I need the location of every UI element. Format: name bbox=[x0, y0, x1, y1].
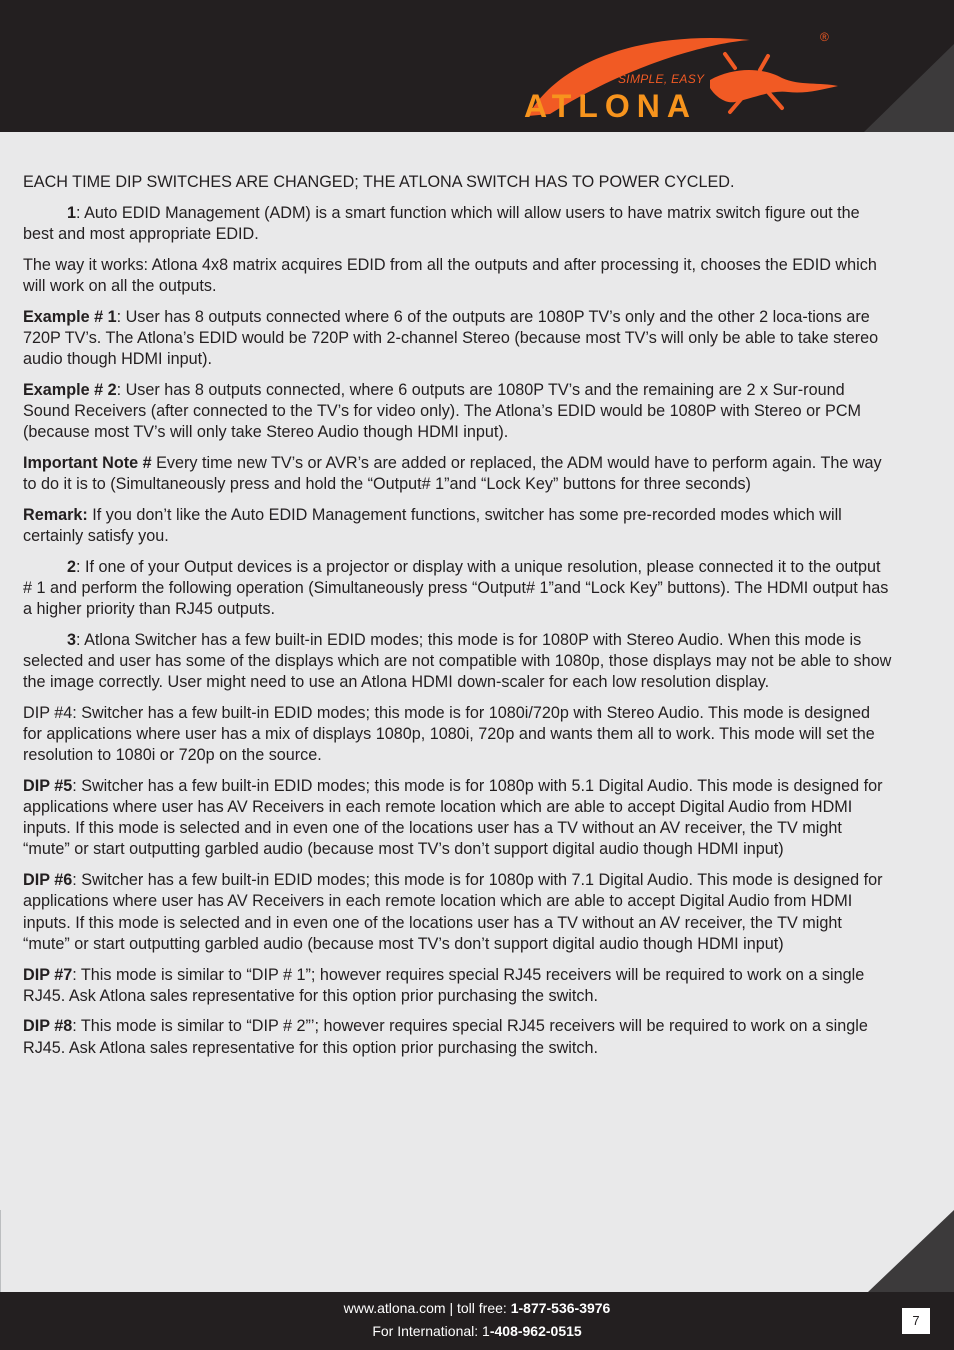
left-margin-line bbox=[0, 1210, 1, 1292]
paragraph-lead: DIP #5 bbox=[23, 776, 73, 795]
footer-band bbox=[0, 1292, 954, 1350]
paragraph-text: : Atlona Switcher has a few built-in EDID modes; this mode is for 1080P with Stereo Audio. When this mode is selected and user has some of the displays which are not compatible with 1080p, those displays may not be able to show the image correctly. User might need to use an Atlona HDMI down-scaler for each low resolution display. bbox=[23, 630, 892, 692]
paragraph-text: : User has 8 outputs connected, where 6 outputs are 1080P TV’s and the remaining are 2 x Sur-round Sound Receivers (after connected to the TV’s for video only). The Atlona’s EDID would be 1080P with Stereo or PCM (because most TV’s will only take Stereo Audio though HDMI input). bbox=[23, 380, 862, 442]
paragraph bbox=[23, 703, 893, 767]
paragraph bbox=[23, 1016, 893, 1058]
paragraph-lead: DIP #8 bbox=[23, 1017, 73, 1036]
paragraph-text: DIP #4: Switcher has a few built-in EDID modes; this mode is for 1080i/720p with Stereo Audio. This mode is designed for applications where user has a mix of displays 1080p, 1080i, 720p and wants them all to work. This mode will set the resolution to 1080i or 720p on the source. bbox=[23, 703, 875, 765]
logo-wordmark: ATLONA bbox=[524, 88, 697, 124]
paragraph bbox=[23, 172, 893, 193]
footer-corner-shape bbox=[794, 1210, 954, 1292]
header-corner-shape bbox=[864, 0, 954, 132]
paragraph bbox=[23, 630, 893, 694]
paragraph-text: If you don’t like the Auto EDID Management functions, switcher has some pre-recorded modes which will certainly satisfy you. bbox=[23, 505, 842, 545]
paragraph-lead: 2 bbox=[67, 557, 77, 576]
footer-website: www.atlona.com | toll free: bbox=[343, 1300, 511, 1316]
document-body bbox=[23, 172, 893, 1068]
paragraph bbox=[23, 965, 893, 1007]
paragraph bbox=[23, 203, 893, 245]
footer-contact-line bbox=[0, 1297, 954, 1319]
paragraph-lead: Important Note # bbox=[23, 453, 152, 472]
paragraph bbox=[23, 505, 893, 547]
footer-intl-number: -408-962-0515 bbox=[489, 1323, 582, 1339]
paragraph-text: : If one of your Output devices is a projector or display with a unique resolution, please connected it to the output # 1 and perform the following operation (Simultaneously press “Output# 1”and “Lock Key” buttons). The HDMI output has a higher priority than RJ45 outputs. bbox=[23, 557, 889, 618]
paragraph-lead: 1 bbox=[67, 203, 77, 222]
footer-international-line bbox=[0, 1320, 954, 1342]
paragraph-text: : Switcher has a few built-in EDID modes; this mode is for 1080p with 5.1 Digital Audio. This mode is designed for applications where user has AV Receivers in each remote location which are able to accept Digital Audio from HDMI inputs. If this mode is selected and in even one of the locations user has a TV without an AV receiver, the TV might “mute” or start outputting garbled audio (because most TV’s don’t support digital audio though HDMI input) bbox=[23, 776, 883, 859]
paragraph bbox=[23, 453, 893, 495]
footer-intl-prefix: For International: 1 bbox=[372, 1323, 490, 1339]
paragraph bbox=[23, 776, 893, 861]
paragraph-lead: Example # 2 bbox=[23, 380, 117, 399]
paragraph bbox=[23, 557, 893, 621]
page-number: 7 bbox=[902, 1308, 930, 1334]
logo-tagline: SIMPLE, EASY bbox=[618, 72, 705, 86]
paragraph bbox=[23, 307, 893, 371]
paragraph-text: : This mode is similar to “DIP # 2”’; however requires special RJ45 receivers will be required to work on a single RJ45. Ask Atlona sales representative for this option prior purchasing the switch. bbox=[23, 1017, 868, 1057]
paragraph-text: : Auto EDID Management (ADM) is a smart function which will allow users to have matrix switch figure out the best and most appropriate EDID. bbox=[23, 203, 860, 243]
paragraph-lead: DIP #7 bbox=[23, 965, 73, 984]
registered-mark: ® bbox=[820, 30, 829, 44]
paragraph-text: EACH TIME DIP SWITCHES ARE CHANGED; THE ATLONA SWITCH HAS TO POWER CYCLED. bbox=[23, 173, 735, 191]
paragraph-lead: DIP #6 bbox=[23, 871, 73, 890]
paragraph-lead: 3 bbox=[67, 630, 77, 649]
paragraph-lead: Example # 1 bbox=[23, 307, 117, 326]
paragraph bbox=[23, 870, 893, 955]
atlona-logo bbox=[520, 28, 840, 128]
footer-toll-free: 1-877-536-3976 bbox=[510, 1300, 611, 1316]
paragraph-text: The way it works: Atlona 4x8 matrix acquires EDID from all the outputs and after processing it, chooses the EDID which will work on all the outputs. bbox=[23, 255, 877, 295]
paragraph bbox=[23, 380, 893, 444]
paragraph-text: : This mode is similar to “DIP # 1”; however requires special RJ45 receivers will be required to work on a single RJ45. Ask Atlona sales representative for this option prior purchasing the switch. bbox=[23, 965, 865, 1005]
paragraph-text: : Switcher has a few built-in EDID modes; this mode is for 1080p with 7.1 Digital Audio. This mode is designed for applications where user has AV Receivers in each remote location which are able to accept Digital Audio from HDMI inputs. If this mode is selected and in even one of the locations user has a TV without an AV receiver, the TV might “mute” or start outputting garbled audio (because most TV’s don’t support digital audio though HDMI input) bbox=[23, 871, 883, 953]
paragraph-lead: Remark: bbox=[23, 505, 88, 524]
paragraph-text: Every time new TV’s or AVR’s are added or replaced, the ADM would have to perform again. The way to do it is to (Simultaneously press and hold the “Output# 1”and “Lock Key” buttons for three seconds) bbox=[23, 453, 882, 493]
paragraph-text: : User has 8 outputs connected where 6 of the outputs are 1080P TV’s only and the other 2 loca-tions are 720P TV’s. The Atlona’s EDID would be 720P with 2-channel Stereo (because most TV’s will only be able to take stereo audio though HDMI input). bbox=[23, 307, 879, 368]
paragraph bbox=[23, 255, 893, 297]
